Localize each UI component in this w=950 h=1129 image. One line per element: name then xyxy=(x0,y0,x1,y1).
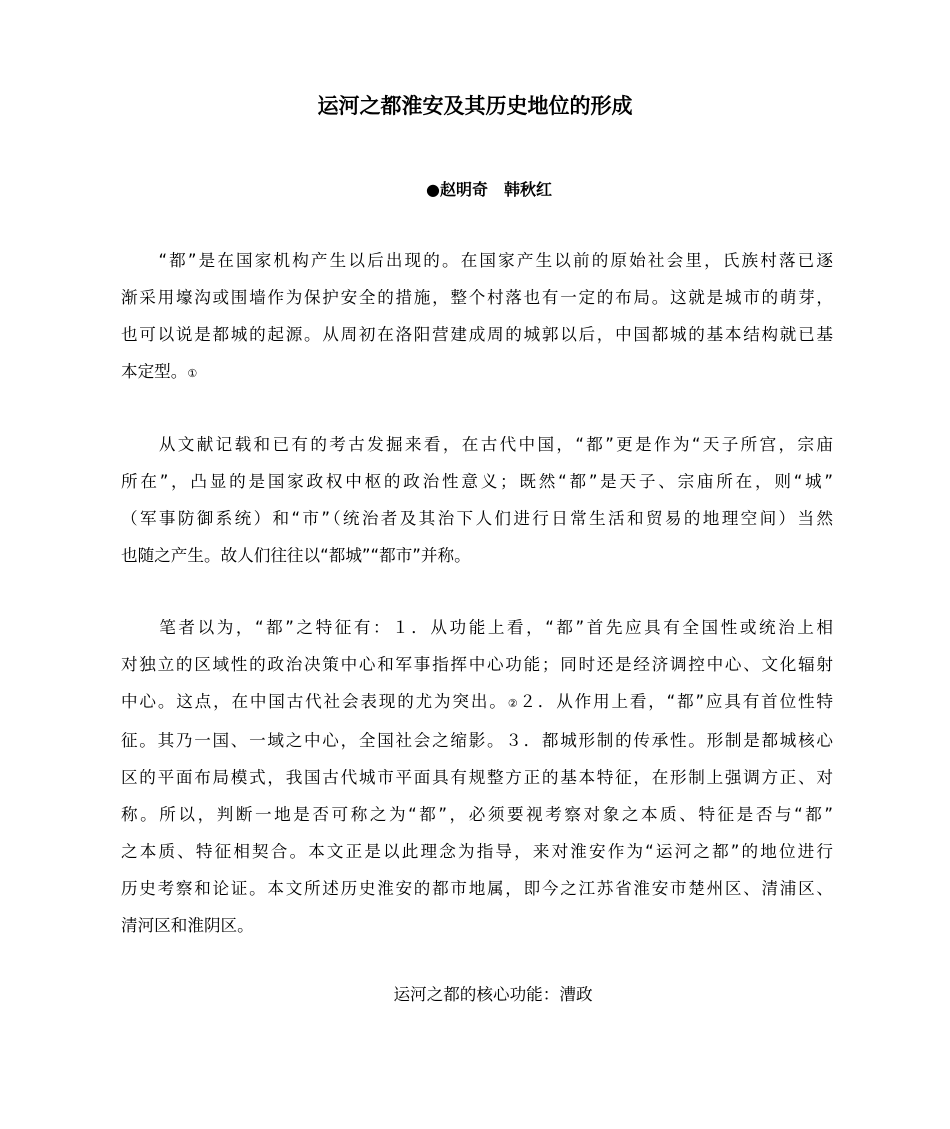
paragraph-line: 也可以说是都城的起源。从周初在洛阳营建成周的城郭以后，中国都城的基本结构就已基 xyxy=(121,325,833,344)
section-heading: 运河之都的核心功能：漕政 xyxy=(393,985,593,1004)
footnote-marker-2[interactable]: ② xyxy=(507,697,520,710)
paragraph-text: 中心。这点，在中国古代社会表现的尤为突出。 xyxy=(121,692,508,711)
paragraph-line: 历史考察和论证。本文所述历史淮安的都市地属，即今之江苏省淮安市楚州区、清浦区、 xyxy=(121,879,833,898)
paragraph-text: ２．从作用上看，“都”应具有首位性特 xyxy=(519,692,833,711)
paragraph-3 xyxy=(121,609,833,944)
paragraph-line: 笔者以为，“都”之特征有：１．从功能上看，“都”首先应具有全国性或统治上相 xyxy=(121,618,833,637)
paragraph-1 xyxy=(121,242,833,392)
paragraph-line: 从文献记载和已有的考古发掘来看，在古代中国，“都”更是作为“天子所宫，宗庙 xyxy=(121,435,833,454)
footnote-marker-1[interactable]: ① xyxy=(187,367,198,380)
paragraph-line: 之本质、特征相契合。本文正是以此理念为指导，来对淮安作为“运河之都”的地位进行 xyxy=(121,842,833,861)
paragraph-line: 称。所以，判断一地是否可称之为“都”，必须要视考察对象之本质、特征是否与“都” xyxy=(121,805,833,824)
article-title: 运河之都淮安及其历史地位的形成 xyxy=(317,94,633,118)
paragraph-line: （军事防御系统）和“市”（统治者及其治下人们进行日常生活和贸易的地理空间）当然 xyxy=(121,509,833,528)
article-authors: ●赵明奇 韩秋红 xyxy=(426,180,552,199)
paragraph-line: 区的平面布局模式，我国古代城市平面具有规整方正的基本特征，在形制上强调方正、对 xyxy=(121,768,833,787)
paragraph-text: 本定型。 xyxy=(121,362,188,381)
paragraph-line: 渐采用壕沟或围墙作为保护安全的措施，整个村落也有一定的布局。这就是城市的萌芽， xyxy=(121,288,833,307)
paragraph-line-last: 也随之产生。故人们往往以“都城”“都市”并称。 xyxy=(121,546,471,565)
paragraph-line: 征。其乃一国、一域之中心，全国社会之缩影。３．都城形制的传承性。形制是都城核心 xyxy=(121,731,833,750)
paragraph-line: 对独立的区域性的政治决策中心和军事指挥中心功能；同时还是经济调控中心、文化辐射 xyxy=(121,655,833,674)
paragraph-line-with-footnote xyxy=(121,683,833,722)
paragraph-line: “都”是在国家机构产生以后出现的。在国家产生以前的原始社会里，氏族村落已逐 xyxy=(121,251,833,270)
paragraph-line: 所在”，凸显的是国家政权中枢的政治性意义；既然“都”是天子、宗庙所在，则“城” xyxy=(121,472,833,491)
paragraph-line-last: 清河区和淮阴区。 xyxy=(121,916,254,935)
paragraph-2 xyxy=(121,426,833,574)
paragraph-line-last xyxy=(121,353,833,392)
